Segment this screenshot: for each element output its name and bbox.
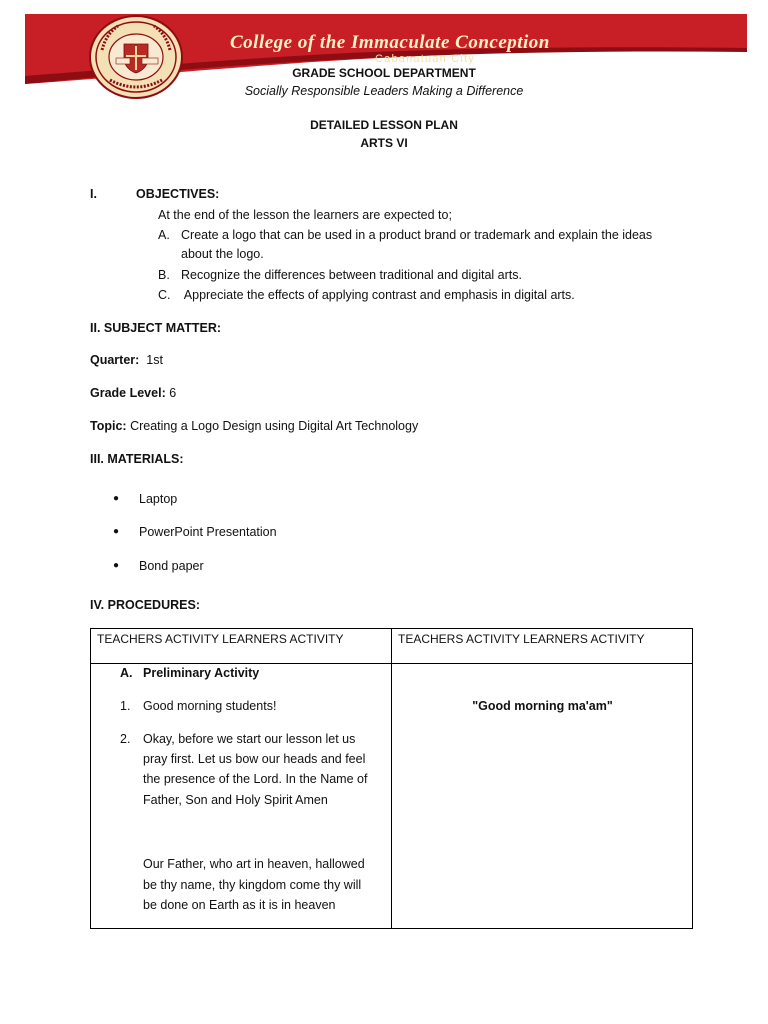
motto: Socially Responsible Leaders Making a Difference <box>244 84 524 98</box>
quarter-label: Quarter: <box>90 353 140 367</box>
quarter-row <box>90 353 163 367</box>
teacher-activity-cell <box>91 664 392 929</box>
subject-matter-heading: II. SUBJECT MATTER: <box>90 321 222 335</box>
objective-c-text: Appreciate the effects of applying contrast and emphasis in digital arts. <box>181 288 575 302</box>
procedures-table <box>90 628 693 929</box>
prayer-line: be thy name, thy kingdom come thy will <box>143 878 362 892</box>
objectives-intro: At the end of the lesson the learners are expected to; <box>158 208 452 222</box>
bullet-icon: ● <box>113 526 120 537</box>
table-header-cell <box>91 629 392 664</box>
procedures-heading: IV. PROCEDURES: <box>90 598 200 612</box>
quarter-value: 1st <box>146 353 163 367</box>
col2-header: TEACHERS ACTIVITY LEARNERS ACTIVITY <box>398 632 645 646</box>
materials-heading: III. MATERIALS: <box>90 452 184 466</box>
objective-b-text: Recognize the differences between traditional and digital arts. <box>181 268 522 282</box>
document-subject: ARTS VI <box>360 136 408 150</box>
material-item: Laptop <box>139 492 178 506</box>
step1-text: Good morning students! <box>143 699 277 713</box>
step2-line: Father, Son and Holy Spirit Amen <box>143 793 328 807</box>
material-item: Bond paper <box>139 559 204 573</box>
step1-number: 1. <box>120 699 131 713</box>
bullet-icon: ● <box>113 493 120 504</box>
material-item: PowerPoint Presentation <box>139 525 277 539</box>
college-name: College of the Immaculate Conception <box>230 32 550 53</box>
grade-level-label: Grade Level: <box>90 386 166 400</box>
step2-line: Okay, before we start our lesson let us <box>143 732 356 746</box>
prayer-line: be done on Earth as it is in heaven <box>143 898 336 912</box>
college-city: Cabanatuan City <box>375 53 475 65</box>
step2-line: pray first. Let us bow our heads and feel <box>143 752 366 766</box>
department-name: GRADE SCHOOL DEPARTMENT <box>292 66 476 80</box>
learner-response: "Good morning ma'am" <box>472 699 613 713</box>
section-title: Preliminary Activity <box>143 666 260 680</box>
table-row <box>91 664 693 929</box>
learner-activity-cell <box>392 664 693 929</box>
section-letter: A. <box>120 666 133 680</box>
col1-header: TEACHERS ACTIVITY LEARNERS ACTIVITY <box>97 632 344 646</box>
objective-letter-c: C. <box>158 288 171 302</box>
topic-row <box>90 419 418 433</box>
table-header-cell <box>392 629 693 664</box>
step2-number: 2. <box>120 732 131 746</box>
grade-level-row <box>90 386 176 400</box>
step2-line: the presence of the Lord. In the Name of <box>143 772 368 786</box>
objectives-numeral: I. <box>90 187 97 201</box>
table-header-row <box>91 629 693 664</box>
grade-level-value: 6 <box>169 386 177 400</box>
objective-a-line2: about the logo. <box>181 247 264 261</box>
objective-a-line1: Create a logo that can be used in a product brand or trademark and explain the ideas <box>181 228 653 242</box>
topic-label: Topic: <box>90 419 127 433</box>
bullet-icon: ● <box>113 560 120 571</box>
objectives-heading: OBJECTIVES: <box>136 187 220 201</box>
objective-letter-a: A. <box>158 228 170 242</box>
document-title: DETAILED LESSON PLAN <box>310 118 458 132</box>
prayer-line: Our Father, who art in heaven, hallowed <box>143 857 365 871</box>
objective-letter-b: B. <box>158 268 170 282</box>
topic-value: Creating a Logo Design using Digital Art Technology <box>130 419 419 433</box>
